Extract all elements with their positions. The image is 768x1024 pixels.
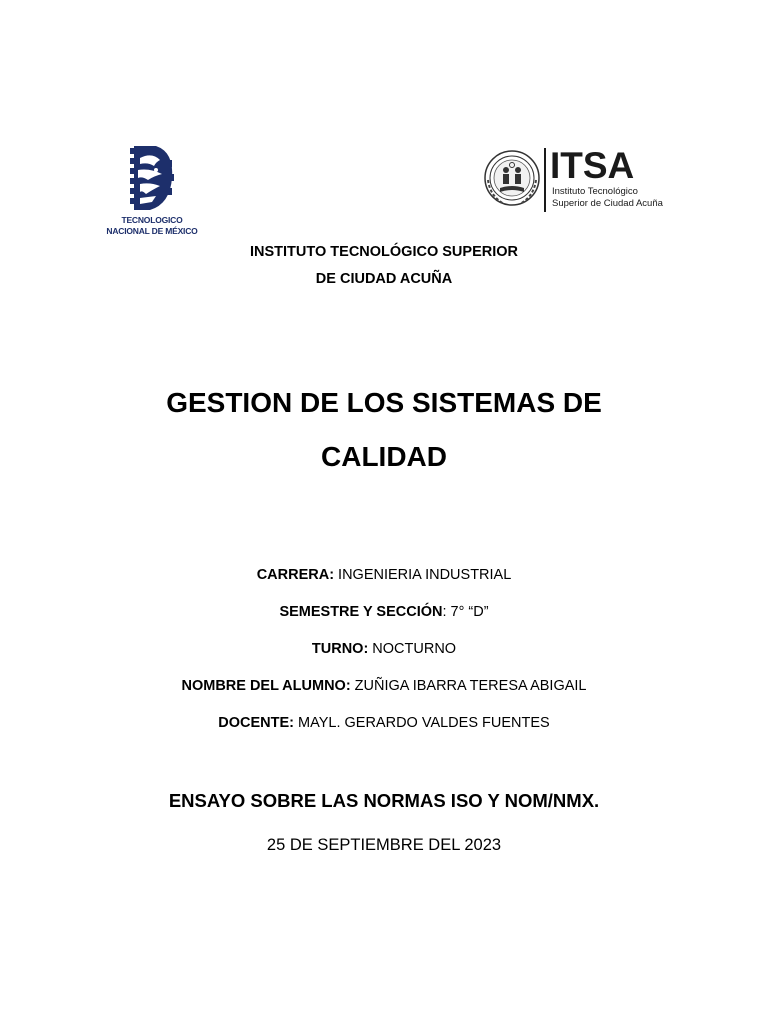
info-carrera-label: CARRERA: — [256, 567, 335, 583]
itsa-subtitle-line2: Superior de Ciudad Acuña — [552, 198, 663, 209]
essay-title: ENSAYO SOBRE LAS NORMAS ISO Y NOM/NMX. — [168, 790, 600, 811]
tecnm-gear-eagle-icon — [126, 146, 178, 212]
info-semestre-value: : 7° “D” — [442, 604, 489, 620]
info-docente-value: MAYL. GERARDO VALDES FUENTES — [294, 715, 550, 731]
info-turno — [0, 641, 768, 657]
info-carrera-value: INGENIERIA INDUSTRIAL — [334, 567, 512, 583]
info-semestre — [0, 604, 768, 620]
info-alumno-label: NOMBRE DEL ALUMNO: — [181, 678, 351, 694]
info-docente — [0, 715, 768, 731]
institution-line1: INSTITUTO TECNOLÓGICO SUPERIOR — [250, 244, 518, 260]
itsa-seal-icon — [482, 148, 542, 210]
itsa-subtitle-line1: Instituto Tecnológico — [552, 186, 638, 197]
itsa-logo — [482, 145, 672, 214]
document-title-line2: CALIDAD — [321, 441, 447, 472]
tecnm-logo — [100, 146, 204, 240]
info-alumno — [0, 678, 768, 694]
info-turno-label: TURNO: — [311, 641, 369, 657]
info-turno-value: NOCTURNO — [368, 641, 457, 657]
info-alumno-value: ZUÑIGA IBARRA TERESA ABIGAIL — [350, 678, 587, 694]
itsa-brand: ITSA — [550, 145, 635, 186]
institution-line2: DE CIUDAD ACUÑA — [315, 271, 453, 287]
tecnm-logo-line1: TECNOLOGICO — [121, 215, 183, 225]
document-date: 25 DE SEPTIEMBRE DEL 2023 — [266, 836, 502, 854]
tecnm-logo-line2: NACIONAL DE MÉXICO — [106, 226, 198, 236]
document-title-line1: GESTION DE LOS SISTEMAS DE — [166, 387, 602, 418]
itsa-logo-divider — [544, 148, 546, 212]
info-semestre-label: SEMESTRE Y SECCIÓN — [279, 604, 443, 620]
info-docente-label: DOCENTE: — [218, 715, 295, 731]
info-carrera — [0, 567, 768, 583]
